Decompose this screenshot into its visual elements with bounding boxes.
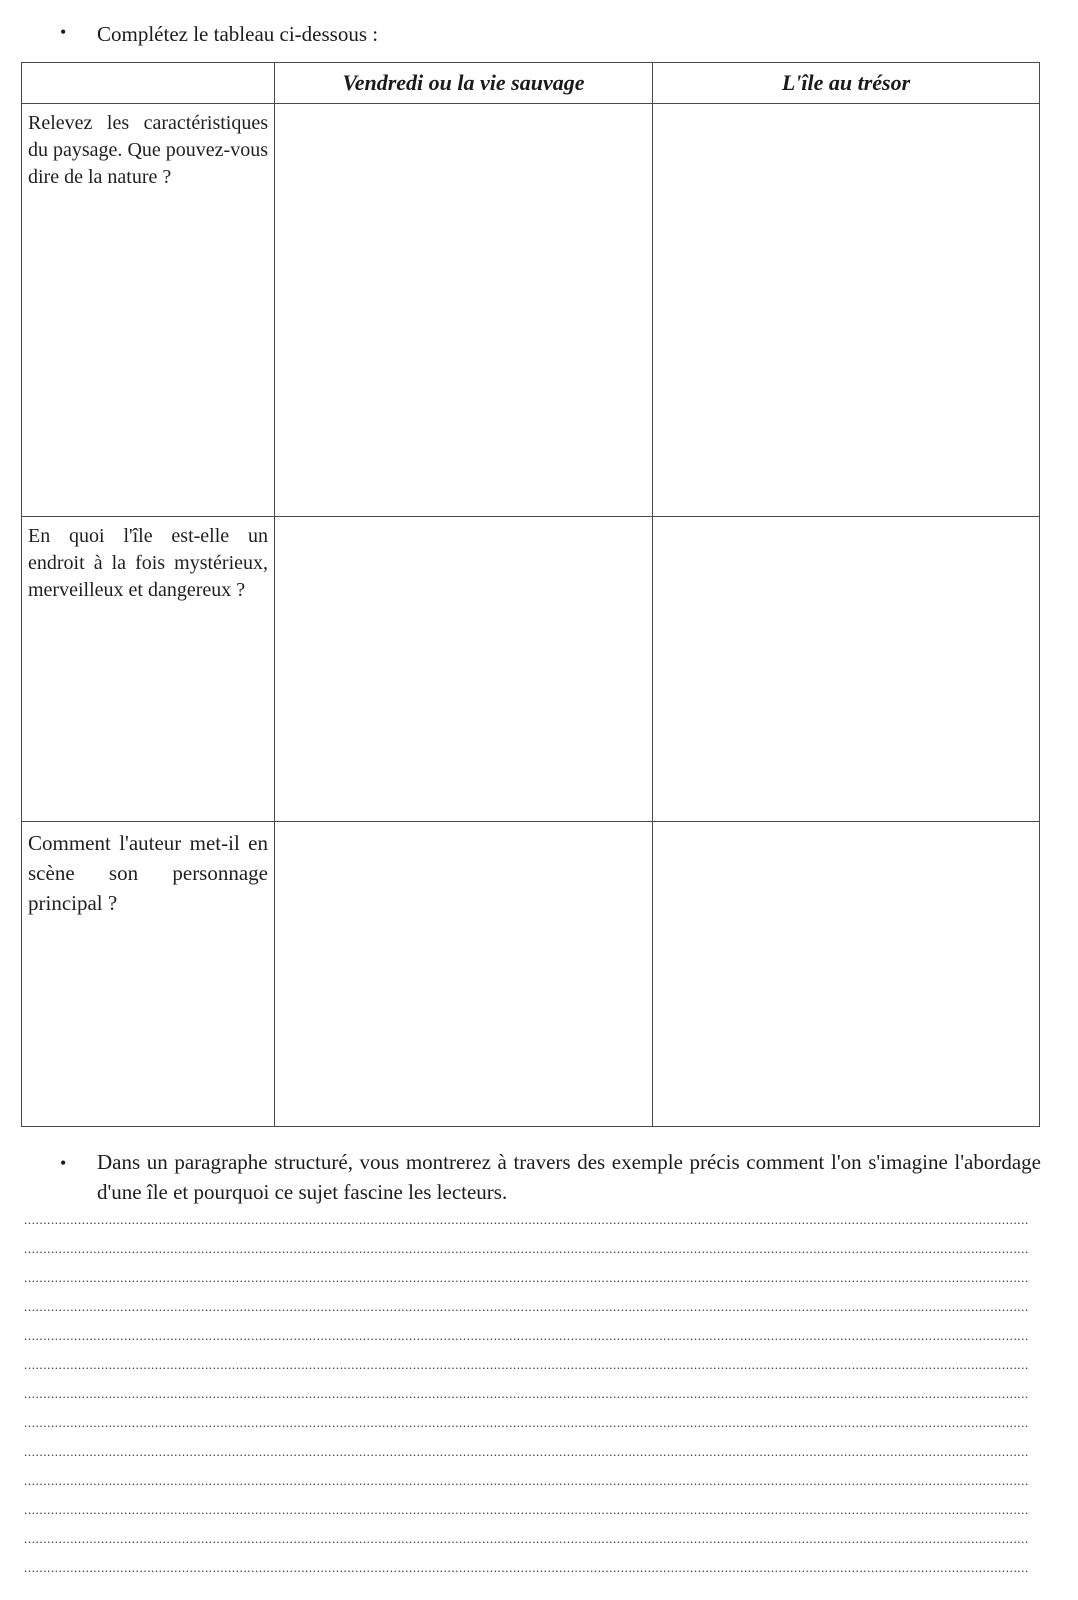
bullet-icon: •	[60, 22, 67, 42]
table-row	[22, 822, 1040, 1127]
header-vendredi: Vendredi ou la vie sauvage	[275, 63, 653, 104]
answer-line[interactable]: .....................................................................................................................................................................................................................................................................	[24, 1212, 1029, 1226]
answer-line[interactable]: .....................................................................................................................................................................................................................................................................	[24, 1473, 1029, 1487]
answer-line[interactable]: .....................................................................................................................................................................................................................................................................	[24, 1444, 1029, 1458]
answer-line[interactable]: .....................................................................................................................................................................................................................................................................	[24, 1299, 1029, 1313]
question-island: En quoi l'île est-elle un endroit à la fois mystérieux, merveilleux et dangereux ?	[28, 525, 268, 601]
table-row	[22, 517, 1040, 822]
table-row	[22, 104, 1040, 517]
question-landscape: Relevez les caractéristiques du paysage. Que pouvez-vous dire de la nature ?	[28, 112, 268, 188]
header-ile-au-tresor: L'île au trésor	[653, 63, 1040, 104]
answer-cell-tresor[interactable]	[653, 822, 1040, 1127]
answer-cell-vendredi[interactable]	[275, 517, 653, 822]
answer-line[interactable]: .....................................................................................................................................................................................................................................................................	[24, 1531, 1029, 1545]
question-cell	[22, 517, 275, 822]
table-header-row	[22, 63, 1040, 104]
answer-line[interactable]: .....................................................................................................................................................................................................................................................................	[24, 1386, 1029, 1400]
question-cell	[22, 822, 275, 1127]
bullet-icon: •	[60, 1153, 67, 1173]
answer-line[interactable]: .....................................................................................................................................................................................................................................................................	[24, 1560, 1029, 1574]
answer-line[interactable]: .....................................................................................................................................................................................................................................................................	[24, 1270, 1029, 1284]
answer-cell-vendredi[interactable]	[275, 822, 653, 1127]
answer-cell-vendredi[interactable]	[275, 104, 653, 517]
answer-line[interactable]: .....................................................................................................................................................................................................................................................................	[24, 1502, 1029, 1516]
table-instruction: Complétez le tableau ci-dessous :	[97, 22, 379, 46]
paragraph-instruction: Dans un paragraphe structuré, vous montrerez à travers des exemple précis comment l'on s'imagine l'abordage d'une île et pourquoi ce sujet fascine les lecteurs.	[97, 1150, 1041, 1204]
answer-line[interactable]: .....................................................................................................................................................................................................................................................................	[24, 1415, 1029, 1429]
answer-line[interactable]: .....................................................................................................................................................................................................................................................................	[24, 1328, 1029, 1342]
header-empty-cell	[22, 63, 275, 104]
question-cell	[22, 104, 275, 517]
answer-line[interactable]: .....................................................................................................................................................................................................................................................................	[24, 1357, 1029, 1371]
answer-cell-tresor[interactable]	[653, 104, 1040, 517]
answer-cell-tresor[interactable]	[653, 517, 1040, 822]
comparison-table	[21, 62, 1040, 1127]
answer-line[interactable]: .....................................................................................................................................................................................................................................................................	[24, 1241, 1029, 1255]
question-character: Comment l'auteur met-il en scène son personnage principal ?	[28, 831, 268, 915]
